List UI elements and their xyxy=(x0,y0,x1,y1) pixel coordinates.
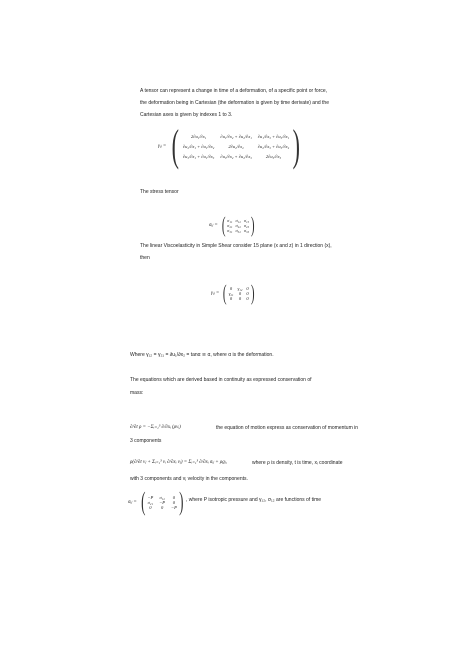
matrix-cell: 0 xyxy=(161,504,164,510)
matrix-cell: σ₂₁ xyxy=(147,499,154,505)
right-paren: ) xyxy=(292,121,301,170)
left-paren: ( xyxy=(140,487,146,516)
matrix-cell: 0 xyxy=(172,499,176,505)
matrix-cell: σ₁₂ xyxy=(159,494,165,500)
left-paren: ( xyxy=(223,280,227,305)
sigma-final-text: , where P isotropic pressure and γ₁₂, σ₁₂ are functions of time xyxy=(186,497,322,503)
equations-line-2: mass: xyxy=(130,390,144,396)
sigma-final-grid xyxy=(147,495,176,510)
matrix-cell: 0 xyxy=(149,504,152,510)
matrix-cell: ∂u₁/∂x₃ + ∂u₃/∂x₁ xyxy=(257,133,290,139)
left-paren: ( xyxy=(221,212,226,237)
matrix-cell: 0 xyxy=(238,295,242,301)
gamma-matrix-grid xyxy=(183,134,289,159)
shear-matrix-grid xyxy=(229,286,249,301)
motion-formula: ρ(∂/∂t vⱼ + Σᵢ₌₁³ vᵢ ∂/∂xᵢ vⱼ) = Σᵢ₌₁³ ∂/∂xᵢ σᵢⱼ + ρgⱼ, xyxy=(130,460,227,465)
matrix-cell: ∂u₂/∂x₁ + ∂u₁/∂x₂ xyxy=(182,143,215,149)
equations-line-1: The equations which are derived based in continuity as expressed conservation of xyxy=(130,377,312,383)
matrix-cell: 0 xyxy=(238,290,242,296)
matrix-cell: γ₁₂ xyxy=(237,285,243,291)
matrix-cell: σ₃₂ xyxy=(235,227,241,233)
momentum-text-1: the equation of motion express as conservation of momentum in xyxy=(216,425,359,431)
stress-matrix-grid xyxy=(227,218,249,233)
matrix-cell: γ₂₁ xyxy=(228,290,234,296)
matrix-cell: σ₁₃ xyxy=(243,217,250,223)
left-paren: ( xyxy=(171,121,180,170)
matrix-cell: 2∂u₃/∂x₃ xyxy=(265,153,282,159)
matrix-cell: ∂u₃/∂x₂ + ∂u₂/∂x₃ xyxy=(220,153,252,159)
matrix-cell: ∂u₃/∂x₁ + ∂u₁/∂x₃ xyxy=(182,153,215,159)
shear-matrix-lhs: γᵢⱼ = xyxy=(211,291,220,296)
matrix-cell: σ₁₁ xyxy=(227,217,233,223)
matrix-cell: ∂u₂/∂x₃ + ∂u₃/∂x₂ xyxy=(257,143,290,149)
matrix-cell: 2∂u₁/∂x₁ xyxy=(190,133,207,139)
motion-text-1: where ρ is density, t is time, xᵢ coordinate xyxy=(252,460,343,466)
right-paren: ) xyxy=(251,212,255,237)
matrix-cell: 0 xyxy=(172,494,176,500)
matrix-cell: 0 xyxy=(246,285,249,291)
shear-line-2: then xyxy=(140,255,150,261)
matrix-cell: 0 xyxy=(229,295,233,301)
motion-text-2: with 3 components and vⱼ velocity in the components. xyxy=(130,476,248,482)
matrix-cell: σ₂₂ xyxy=(235,222,241,228)
sigma-final-lhs: σᵢⱼ = xyxy=(128,500,137,505)
momentum-text-2: 3 components xyxy=(130,438,162,444)
intro-line-2: the deformation being in Cartesian (the deformation is given by time derivate) and the xyxy=(140,100,329,106)
matrix-cell: 0 xyxy=(229,285,233,291)
momentum-formula: ∂/∂t ρ = −Σᵢ₌₁³ ∂/∂xᵢ (ρvᵢ) xyxy=(130,425,181,430)
stress-matrix-lhs: σᵢⱼ = xyxy=(209,223,218,228)
matrix-cell: −P xyxy=(159,499,166,505)
intro-line-1: A tensor can represent a change in time of a deformation, of a specific point or force, xyxy=(140,88,328,94)
sigma-final-matrix xyxy=(128,487,186,516)
stress-title: The stress tensor xyxy=(140,189,179,195)
right-paren: ) xyxy=(250,280,255,305)
gamma-matrix-lhs: γᵢⱼ = xyxy=(158,144,167,149)
stress-matrix xyxy=(209,212,257,237)
intro-line-3: Cartesian axes is given by indexes 1 to 3. xyxy=(140,112,233,118)
matrix-cell: 2∂u₂/∂x₂ xyxy=(228,143,244,149)
shear-matrix xyxy=(211,280,256,305)
matrix-cell: 0 xyxy=(246,290,249,296)
shear-line-1: The linear Viscoelasticity in Simple Shear consider 15 plane (x and z) in 1 direction (x), xyxy=(140,243,332,249)
matrix-cell: 0 xyxy=(246,295,249,301)
matrix-cell: σ₃₁ xyxy=(227,227,233,233)
matrix-cell: −P xyxy=(147,494,154,500)
matrix-cell: σ₁₂ xyxy=(235,217,241,223)
gamma-matrix xyxy=(158,121,304,170)
right-paren: ) xyxy=(178,487,184,516)
matrix-cell: σ₃₃ xyxy=(243,227,250,233)
matrix-cell: ∂u₁/∂x₂ + ∂u₂/∂x₁ xyxy=(220,133,252,139)
matrix-cell: σ₂₃ xyxy=(243,222,250,228)
matrix-cell: −P xyxy=(171,504,177,510)
where-line: Where γ₁₂ = γ₂₁ = ∂u₁/∂x₂ = tanα ≅ α, where α is the deformation. xyxy=(130,352,274,358)
matrix-cell: σ₂₁ xyxy=(227,222,233,228)
